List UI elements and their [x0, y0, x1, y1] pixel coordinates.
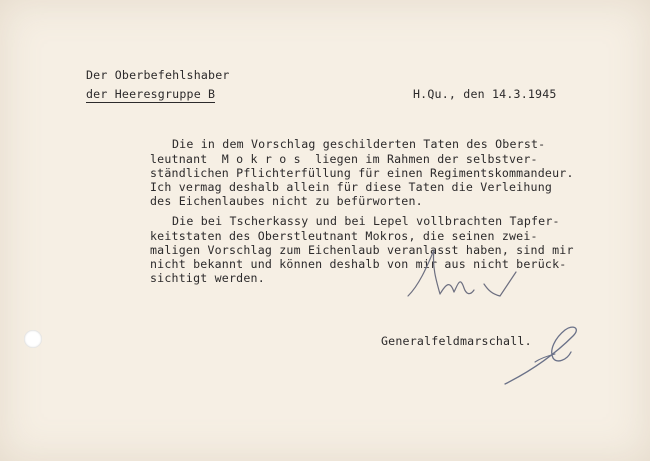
paragraph-2-line: Die bei Tscherkassy und bei Lepel vollbrachten Tapfer- [172, 214, 560, 228]
closing-title: Generalfeldmarschall. [381, 334, 532, 348]
punch-hole [24, 330, 42, 348]
paragraph-2-line: keitstaten des Oberstleutnant Mokros, die seinen zwei- [150, 229, 538, 243]
place-date: H.Qu., den 14.3.1945 [413, 87, 557, 101]
paragraph-1-line: Ich vermag deshalb allein für diese Taten die Verleihung [150, 180, 553, 194]
paragraph-1-line: Die in dem Vorschlag geschilderten Taten des Oberst- [172, 137, 546, 151]
paragraph-2-line: nicht bekannt und können deshalb von mir aus nicht berück- [150, 257, 567, 271]
paragraph-1-line: leutnant M o k r o s liegen im Rahmen der selbstver- [150, 152, 538, 166]
sender-line-1: Der Oberbefehlshaber [86, 68, 230, 82]
sender-line-2: der Heeresgruppe B [86, 87, 216, 101]
paragraph-1-line: ständlichen Pflichterfüllung für einen Regimentskommandeur. [150, 166, 574, 180]
paragraph-2-line: maligen Vorschlag zum Eichenlaub veranlasst haben, sind mir [150, 243, 574, 257]
paragraph-2-line: sichtigt werden. [150, 271, 265, 285]
signature-mark [495, 318, 585, 390]
paragraph-1-line: des Eichenlaubes nicht zu befürworten. [150, 194, 423, 208]
handwritten-initial-mark [400, 244, 520, 314]
